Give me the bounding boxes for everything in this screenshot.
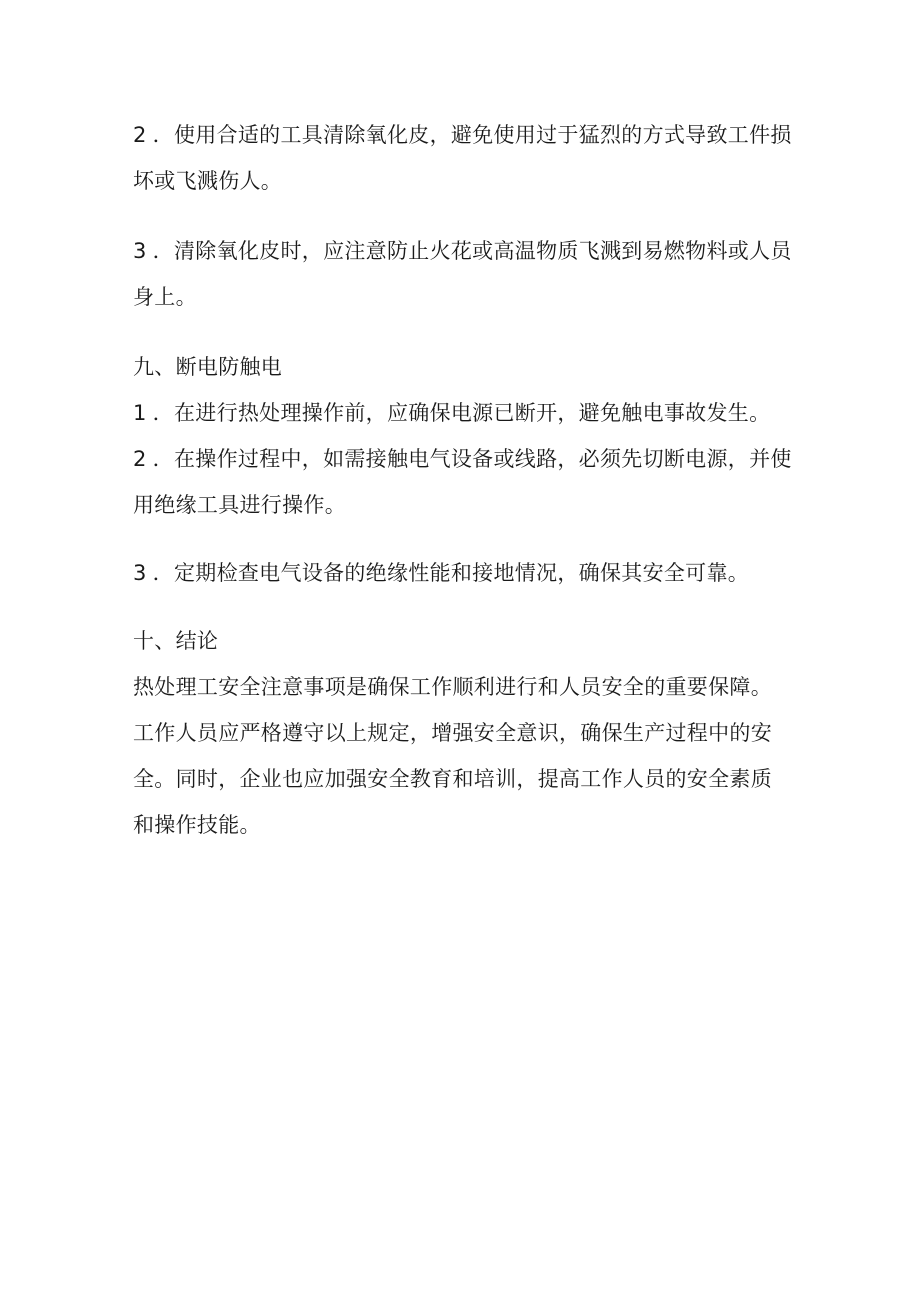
list-number: 2: [133, 123, 147, 147]
list-text-continuation: 用绝缘工具进行操作。: [133, 493, 346, 517]
list-number: 3: [133, 239, 147, 263]
list-text: ．使用合适的工具清除氧化皮，避免使用过于猛烈的方式导致工件损: [152, 123, 792, 147]
list-text: ．在进行热处理操作前，应确保电源已断开，避免触电事故发生。: [152, 401, 771, 425]
list-text-continuation: 坏或飞溅伤人。: [133, 169, 283, 193]
list-item-8-3: [133, 228, 793, 320]
paragraph-line: 和操作技能。: [133, 813, 261, 837]
list-item-9-2: [133, 436, 793, 528]
list-item-8-2: [133, 112, 793, 204]
list-item-9-1: [133, 390, 793, 436]
list-item-9-3: [133, 550, 793, 596]
list-number: 3: [133, 561, 147, 585]
document-page: [133, 112, 793, 848]
paragraph-line: 热处理工安全注意事项是确保工作顺利进行和人员安全的重要保障。: [133, 675, 772, 699]
list-text-continuation: 身上。: [133, 285, 197, 309]
list-number: 1: [133, 401, 147, 425]
list-text: ．在操作过程中，如需接触电气设备或线路，必须先切断电源，并使: [152, 447, 792, 471]
list-text: ．定期检查电气设备的绝缘性能和接地情况，确保其安全可靠。: [152, 561, 750, 585]
conclusion-paragraph: [133, 664, 793, 848]
list-number: 2: [133, 447, 147, 471]
section-heading-10: 十、结论: [133, 629, 219, 653]
list-text: ．清除氧化皮时，应注意防止火花或高温物质飞溅到易燃物料或人员: [152, 239, 792, 263]
section-heading-9: 九、断电防触电: [133, 355, 283, 379]
paragraph-line: 工作人员应严格遵守以上规定，增强安全意识，确保生产过程中的安: [133, 721, 772, 745]
paragraph-line: 全。同时，企业也应加强安全教育和培训，提高工作人员的安全素质: [133, 767, 772, 791]
